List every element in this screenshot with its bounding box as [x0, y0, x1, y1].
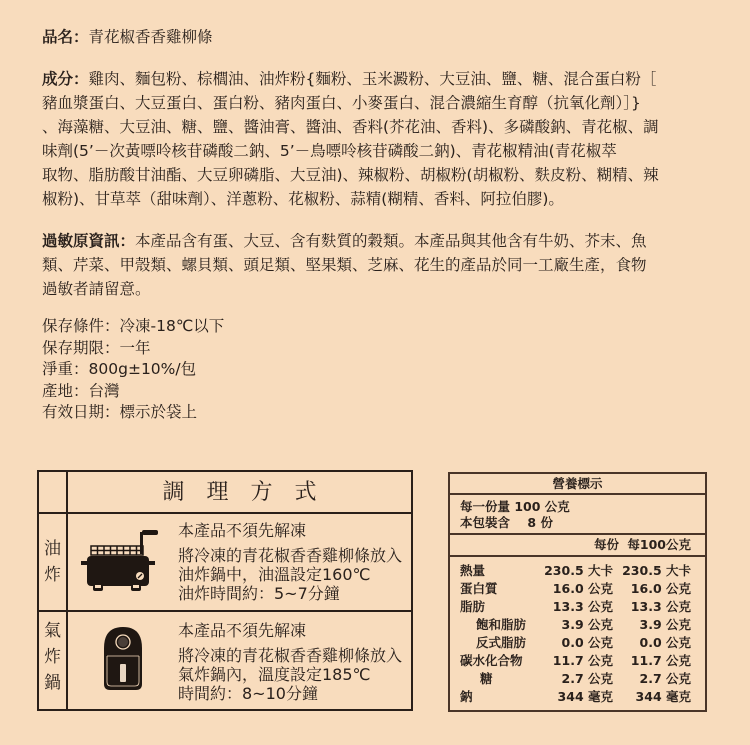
- deep-fry-instruction: 本產品不須先解凍: [178, 521, 307, 540]
- side-char: 油: [44, 539, 61, 559]
- cooking-table: [37, 470, 413, 711]
- value-per-serving: 13.3 公克: [552, 599, 613, 614]
- deep-fry-instruction: 將冷凍的青花椒香香雞柳條放入: [178, 546, 403, 565]
- ingredients-section: [42, 67, 722, 211]
- air-fry-instruction: 將冷凍的青花椒香香雞柳條放入: [178, 646, 403, 665]
- serving-size: 每一份量 100 公克: [460, 499, 570, 514]
- value-per-100g: 344 毫克: [635, 689, 691, 704]
- value-per-serving: 11.7 公克: [552, 653, 613, 668]
- servings-per-pack: 本包裝含 8 份: [460, 515, 553, 530]
- cooking-title: 調理方式: [162, 480, 339, 505]
- air-fryer-icon: [100, 624, 146, 694]
- side-char: 炸: [44, 565, 61, 585]
- product-name-value: 青花椒香香雞柳條: [88, 28, 213, 46]
- nutrient-label: 反式脂肪: [476, 635, 527, 650]
- air-fry-instruction: 氣炸鍋內，溫度設定185℃: [178, 665, 371, 684]
- nutrition-row-energy: [450, 562, 705, 580]
- product-name: [42, 25, 213, 49]
- allergen-section: [42, 229, 722, 301]
- row-divider: [39, 610, 411, 612]
- ingredients-line: 豬血漿蛋白、大豆蛋白、蛋白粉、豬肉蛋白、小麥蛋白、混合濃縮生育醇（抗氧化劑）］}: [42, 94, 641, 112]
- detail-origin: [42, 381, 722, 403]
- detail-expiry: [42, 402, 722, 424]
- value-per-serving: 230.5 大卡: [544, 563, 613, 578]
- deep-fry-instruction: 油炸鍋中，油溫設定160℃: [178, 565, 371, 584]
- value-per-100g: 0.0 公克: [639, 635, 691, 650]
- value-per-100g: 16.0 公克: [630, 581, 691, 596]
- detail-shelf-life: [42, 338, 722, 360]
- nutrition-table: [448, 472, 707, 712]
- nutrient-label: 糖: [480, 671, 493, 686]
- detail-value: 冷凍-18℃以下: [119, 317, 225, 335]
- row-divider: [450, 533, 705, 535]
- ingredients-line: 、海藻糖、大豆油、糖、鹽、醬油膏、醬油、香料(芥花油、香料)、多磷酸鈉、青花椒、調: [42, 118, 659, 136]
- ingredients-line: 椒粉)、甘草萃（甜味劑）、洋蔥粉、花椒粉、蒜精(糊精、香料、阿拉伯膠)。: [42, 190, 564, 208]
- detail-value: 800g±10%/包: [88, 360, 197, 378]
- detail-value: 台灣: [88, 381, 120, 400]
- row-divider: [450, 493, 705, 495]
- deep-fry-instruction: 油炸時間約：5~7分鐘: [178, 584, 340, 603]
- product-name-label: 品名：: [42, 28, 89, 46]
- nutrition-row-carbohydrate: [450, 652, 705, 670]
- nutrient-label: 脂肪: [460, 599, 486, 614]
- detail-value: 標示於袋上: [119, 403, 198, 421]
- detail-colon: ：: [104, 403, 120, 421]
- nutrient-label: 熱量: [460, 563, 486, 578]
- allergen-line: 過敏者請留意。: [42, 280, 151, 298]
- nutrition-row-trans-fat: [450, 634, 705, 652]
- nutrient-label: 蛋白質: [460, 581, 498, 596]
- nutrition-row-sodium: [450, 688, 705, 706]
- ingredients-line: 取物、脂肪酸甘油酯、大豆卵磷脂、大豆油)、辣椒粉、胡椒粉(胡椒粉、麩皮粉、糊精、辣: [42, 166, 659, 184]
- value-per-100g: 3.9 公克: [639, 617, 691, 632]
- allergen-line: 本產品含有蛋、大豆、含有麩質的穀類。本產品與其他含有牛奶、芥末、魚: [135, 232, 647, 250]
- allergen-line: 類、芹菜、甲殼類、螺貝類、頭足類、堅果類、芝麻、花生的產品於同一工廠生產，食物: [42, 256, 647, 274]
- value-per-100g: 2.7 公克: [639, 671, 691, 686]
- detail-colon: ：: [73, 381, 89, 400]
- ingredients-line: 雞肉、麵包粉、棕櫚油、油炸粉{麵粉、玉米澱粉、大豆油、鹽、糖、混合蛋白粉［: [88, 70, 657, 88]
- detail-storage: [42, 316, 722, 338]
- detail-label: 保存條件: [42, 317, 105, 335]
- detail-value: 一年: [119, 338, 151, 357]
- detail-label: 保存期限: [42, 338, 105, 357]
- air-fry-label: [39, 618, 66, 696]
- nutrition-row-saturated-fat: [450, 616, 705, 634]
- detail-label: 產地: [42, 381, 74, 400]
- ingredients-label: 成分：: [42, 70, 89, 88]
- side-char: 鍋: [44, 673, 61, 693]
- row-divider: [450, 555, 705, 557]
- product-details: [42, 316, 722, 424]
- nutrition-row-sugar: [450, 670, 705, 688]
- detail-label: 有效日期: [42, 403, 105, 421]
- air-fry-instruction: 時間約：8~10分鐘: [178, 684, 318, 703]
- ingredients-line: 味劑(5’－次黃嘌呤核苷磷酸二鈉、5’－鳥嘌呤核苷磷酸二鈉)、青花椒精油(青花椒萃: [42, 142, 617, 160]
- value-per-serving: 0.0 公克: [561, 635, 613, 650]
- side-char: 炸: [44, 647, 61, 667]
- nutrition-row-fat: [450, 598, 705, 616]
- column-header-per-100g: 每100公克: [627, 537, 691, 552]
- value-per-serving: 344 毫克: [557, 689, 613, 704]
- detail-label: 淨重: [42, 360, 74, 378]
- detail-net-weight: [42, 359, 722, 381]
- row-divider: [39, 512, 411, 514]
- nutrition-row-protein: [450, 580, 705, 598]
- deep-fry-label: [39, 536, 66, 588]
- value-per-100g: 13.3 公克: [630, 599, 691, 614]
- value-per-serving: 2.7 公克: [561, 671, 613, 686]
- value-per-100g: 230.5 大卡: [622, 563, 691, 578]
- nutrient-label: 飽和脂肪: [476, 617, 527, 632]
- deep-fryer-icon: [79, 527, 169, 597]
- detail-colon: ：: [104, 317, 120, 335]
- value-per-100g: 11.7 公克: [630, 653, 691, 668]
- allergen-label: 過敏原資訊：: [42, 232, 136, 250]
- nutrition-title: 營養標示: [552, 476, 603, 491]
- nutrient-label: 鈉: [460, 689, 473, 704]
- side-char: 氣: [44, 621, 61, 641]
- column-header-per-serving: 每份: [593, 537, 619, 552]
- detail-colon: ：: [73, 360, 89, 378]
- value-per-serving: 16.0 公克: [552, 581, 613, 596]
- value-per-serving: 3.9 公克: [561, 617, 613, 632]
- air-fry-instruction: 本產品不須先解凍: [178, 621, 307, 640]
- detail-colon: ：: [104, 338, 120, 357]
- serving-info: [460, 499, 570, 531]
- nutrient-label: 碳水化合物: [460, 653, 523, 668]
